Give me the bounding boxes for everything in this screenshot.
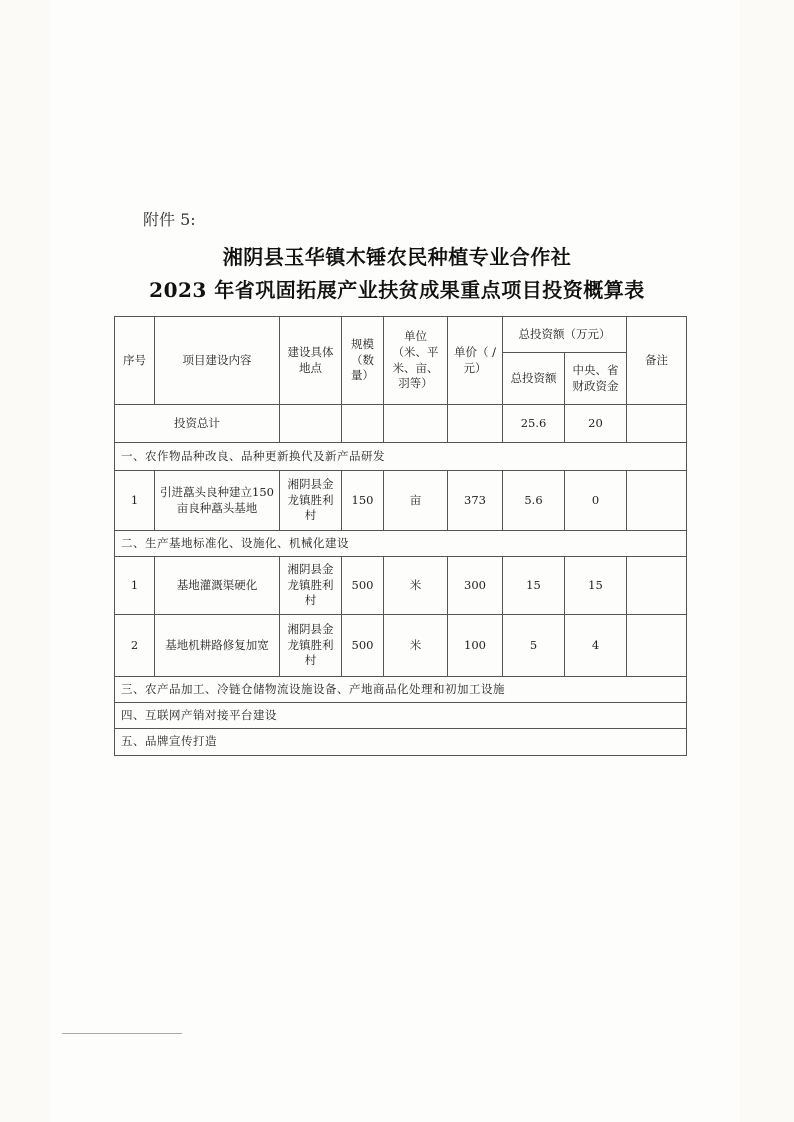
summary-total: 25.6 xyxy=(503,405,565,443)
section-title: 五、品牌宣传打造 xyxy=(115,729,687,756)
header-total: 总投资额 xyxy=(503,353,565,405)
table-row xyxy=(115,471,687,531)
row-price: 100 xyxy=(448,615,503,677)
document-title-line1: 湘阴县玉华镇木锤农民种植专业合作社 xyxy=(222,245,572,269)
header-remark: 备注 xyxy=(627,317,687,405)
row-price: 373 xyxy=(448,471,503,531)
section-title: 三、农产品加工、冷链仓储物流设施设备、产地商品化处理和初加工设施 xyxy=(115,677,687,703)
section-title: 四、互联网产销对接平台建设 xyxy=(115,703,687,729)
table-row xyxy=(115,557,687,615)
section-title: 一、农作物品种改良、品种更新换代及新产品研发 xyxy=(115,443,687,471)
row-scale: 150 xyxy=(342,471,384,531)
row-scale: 500 xyxy=(342,557,384,615)
row-price: 300 xyxy=(448,557,503,615)
header-content: 项目建设内容 xyxy=(155,317,280,405)
row-content: 引进藠头良种建立150亩良种藠头基地 xyxy=(155,471,280,531)
row-total: 15 xyxy=(503,557,565,615)
row-gov-funds: 15 xyxy=(565,557,627,615)
summary-gov-funds: 20 xyxy=(565,405,627,443)
row-location: 湘阴县金龙镇胜利村 xyxy=(280,615,342,677)
row-unit: 米 xyxy=(384,557,448,615)
attachment-label: 附件 5: xyxy=(143,210,196,229)
summary-label: 投资总计 xyxy=(115,405,280,443)
row-location: 湘阴县金龙镇胜利村 xyxy=(280,557,342,615)
row-unit: 亩 xyxy=(384,471,448,531)
header-seq: 序号 xyxy=(115,317,155,405)
summary-row xyxy=(115,405,687,443)
header-total-group: 总投资额（万元） xyxy=(503,317,627,353)
row-seq: 2 xyxy=(115,615,155,677)
header-location: 建设具体地点 xyxy=(280,317,342,405)
row-scale: 500 xyxy=(342,615,384,677)
row-remark xyxy=(627,615,687,677)
row-remark xyxy=(627,471,687,531)
row-location: 湘阴县金龙镇胜利村 xyxy=(280,471,342,531)
header-price: 单价（ / 元） xyxy=(448,317,503,405)
section-title: 二、生产基地标准化、设施化、机械化建设 xyxy=(115,531,687,557)
row-content: 基地机耕路修复加宽 xyxy=(155,615,280,677)
header-unit: 单位（米、平米、亩、羽等） xyxy=(384,317,448,405)
header-gov-funds: 中央、省财政资金 xyxy=(565,353,627,405)
row-remark xyxy=(627,557,687,615)
row-total: 5 xyxy=(503,615,565,677)
row-seq: 1 xyxy=(115,557,155,615)
row-total: 5.6 xyxy=(503,471,565,531)
table-row xyxy=(115,615,687,677)
row-unit: 米 xyxy=(384,615,448,677)
header-scale: 规模（数量） xyxy=(342,317,384,405)
row-gov-funds: 0 xyxy=(565,471,627,531)
investment-budget-table xyxy=(114,316,687,756)
row-seq: 1 xyxy=(115,471,155,531)
document-title-line2: 2023 年省巩固拓展产业扶贫成果重点项目投资概算表 xyxy=(149,278,645,302)
row-gov-funds: 4 xyxy=(565,615,627,677)
scan-edge-line xyxy=(62,1033,182,1034)
row-content: 基地灌溉渠硬化 xyxy=(155,557,280,615)
